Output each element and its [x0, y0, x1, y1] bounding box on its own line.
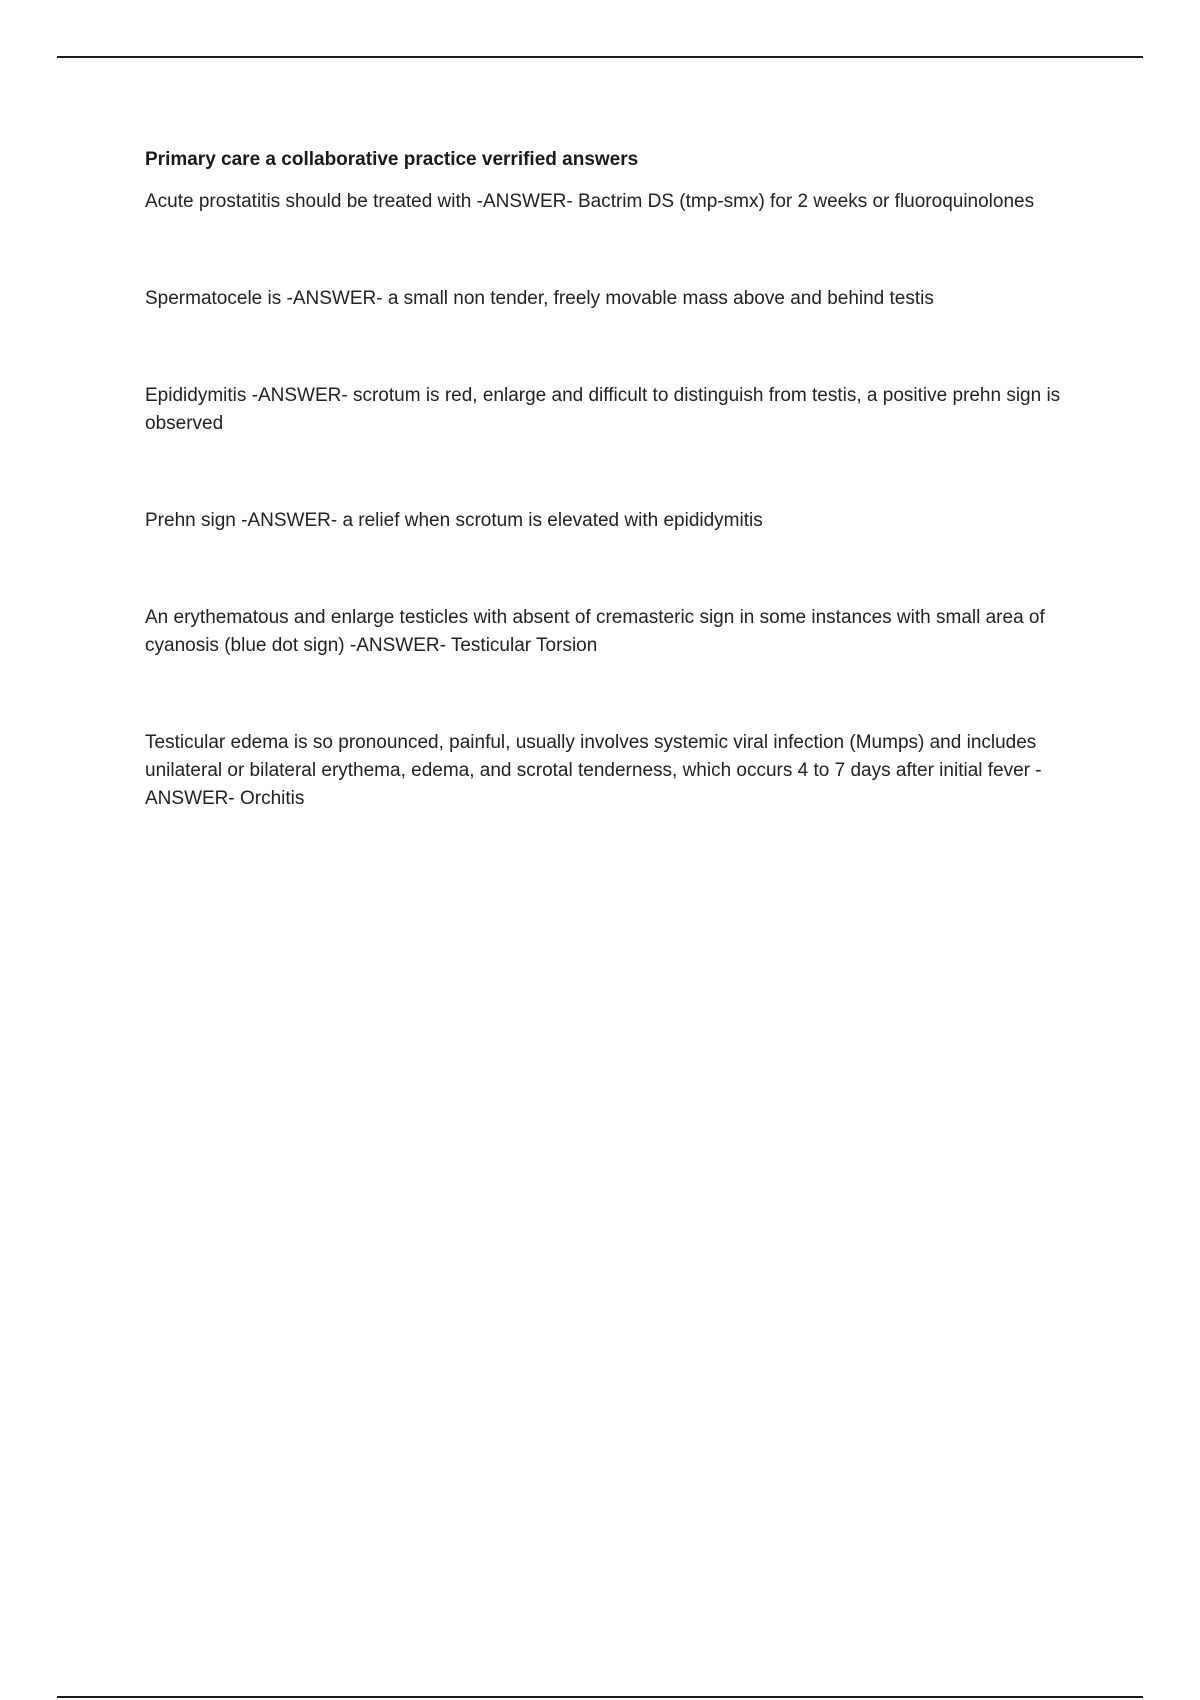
footer-rule: [57, 1696, 1143, 1698]
qa-entry-spermatocele: Spermatocele is -ANSWER- a small non tender, freely movable mass above and behind testis: [145, 288, 934, 309]
qa-entry-orchitis: Testicular edema is so pronounced, painful, usually involves systemic viral infection (Mumps) and includes unilateral or bilateral erythema, edema, and scrotal tenderness, which occurs 4 to 7 days after initial fever -ANSWER- Orchitis: [145, 732, 1042, 809]
qa-entry-testicular-torsion: An erythematous and enlarge testicles with absent of cremasteric sign in some instances with small area of cyanosis (blue dot sign) -ANSWER- Testicular Torsion: [145, 607, 1045, 656]
qa-entry-prehn-sign: Prehn sign -ANSWER- a relief when scrotum is elevated with epididymitis: [145, 510, 763, 531]
qa-entry-epididymitis: Epididymitis -ANSWER- scrotum is red, enlarge and difficult to distinguish from testis, a positive prehn sign is observed: [145, 385, 1061, 434]
qa-entry-acute-prostatitis: Acute prostatitis should be treated with -ANSWER- Bactrim DS (tmp-smx) for 2 weeks or fluoroquinolones: [145, 191, 1035, 212]
header-rule: [57, 56, 1143, 58]
document-body: [145, 146, 1085, 813]
document-title: Primary care a collaborative practice verrified answers: [145, 149, 639, 170]
